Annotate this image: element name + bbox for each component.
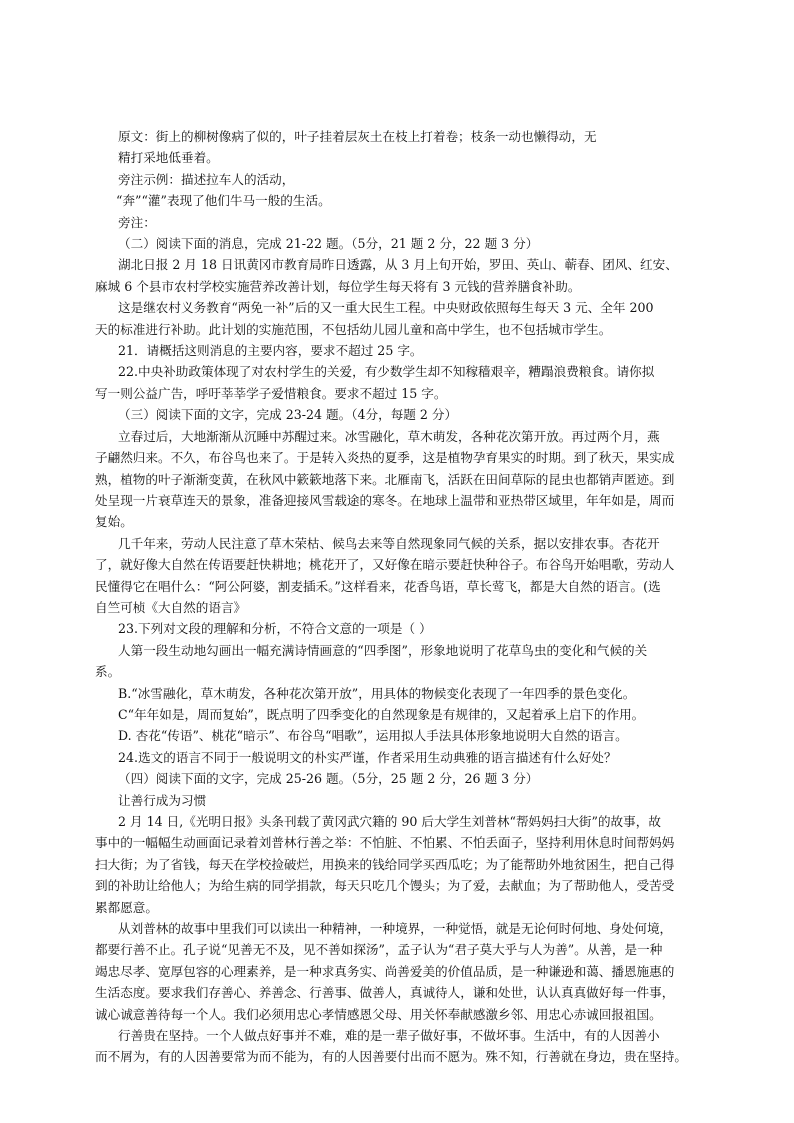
passage-4-paragraph-1-cont: 累都愿意。: [95, 899, 158, 915]
question-23-option-b: B.“冰雪融化，草木萌发，各种花次第开放”，用具体的物候变化表现了一年四季的景色变化。: [118, 685, 636, 701]
question-23-option-c: C“年年如是，周而复始”，既点明了四季变化的自然现象是有规律的，又起着承上启下的作用。: [118, 706, 645, 722]
annotation-answer-label: 旁注：: [118, 214, 156, 230]
question-23-option-d: D. 杏花“传语”、桃花“暗示”、布谷鸟“唱歌”，运用拟人手法具体形象地说明大自然的语言。: [118, 728, 628, 744]
news-paragraph-1: 湖北日报 2 月 18 日讯黄冈市教育局昨日透露，从 3 月上旬开始，罗田、英山、蕲春、团风、红安、: [118, 257, 678, 273]
section-3-heading: （三）阅读下面的文字，完成 23-24 题。（4分，每题 2 分）: [118, 407, 458, 423]
question-22: 22.中央补助政策体现了对农村学生的关爱，有少数学生却不知稼穑艰辛，糟蹋浪费粮食。请你拟: [118, 364, 655, 380]
question-21: 21．请概括这则消息的主要内容，要求不超过 25 字。: [118, 343, 423, 359]
news-paragraph-2-cont: 天的标准进行补助。此计划的实施范围，不包括幼儿园儿童和高中学生，也不包括城市学生。: [95, 321, 612, 337]
passage-3-paragraph-2-cont: 了，就好像大自然在传语要赶快耕地；桃花开了，又好像在暗示要赶快种谷子。布谷鸟开始唱歌，劳动人: [95, 557, 675, 573]
news-paragraph-2: 这是继农村义务教育“两免一补”后的又一重大民生工程。中央财政依照每生每天 3 元、全年 200: [118, 300, 654, 316]
passage-3-source: 自竺可桢《大自然的语言》: [95, 599, 247, 615]
section-2-heading: （二）阅读下面的消息，完成 21-22 题。（5分，21 题 2 分，22 题 3 分）: [118, 236, 539, 252]
passage-4-paragraph-1-cont: 到的补助让给他人；为给生病的同学捐款，每天只吃几个馒头；为了爱，去献血；为了帮助他人，受苦受: [95, 878, 675, 894]
annotation-original-text: 原文：街上的柳树像病了似的，叶子挂着层灰土在枝上打着卷；枝条一动也懒得动，无: [118, 129, 597, 144]
question-24: 24.选文的语言不同于一般说明文的朴实严谨，作者采用生动典雅的语言描述有什么好处？: [118, 749, 617, 765]
passage-3-paragraph-1-cont: 处呈现一片衰草连天的景象，准备迎接风雪载途的寒冬。在地球上温带和亚热带区域里，年年如是，周而: [95, 492, 675, 508]
passage-4-paragraph-2-cont: 诚心诚意善待每一个人。我们必须用忠心孝情感恩父母、用关怀奉献感激乡邻、用忠心赤诚回报祖国。: [95, 1006, 662, 1022]
news-paragraph-1-cont: 麻城 6 个县市农村学校实施营养改善计划，每位学生每天将有 3 元钱的营养膳食补助。: [95, 278, 581, 294]
section-4-heading: （四）阅读下面的文字，完成 25-26 题。（5分，25 题 2 分，26 题 3 分）: [118, 771, 539, 787]
passage-4-paragraph-2-cont: 生活态度。要求我们存善心、养善念、行善事、做善人，真诚待人，谦和处世，认认真真做好每一件事，: [95, 985, 675, 1001]
passage-3-paragraph-2: 几千年来，劳动人民注意了草木荣枯、候鸟去来等自然现象同气候的关系，据以安排农事。杏花开: [118, 535, 660, 551]
passage-3-paragraph-2-cont: 民懂得它在唱什么：“阿公阿婆，割麦插禾。”这样看来，花香鸟语，草长莺飞，都是大自然的语言。(选: [95, 578, 661, 594]
passage-4-paragraph-1-cont: 事中的一幅幅生动画面记录着刘普林行善之举：不怕脏、不怕累、不怕丢面子，坚持利用休息时间帮妈妈: [95, 835, 675, 851]
document-body: [95, 126, 706, 1068]
question-23: 23.下列对文段的理解和分析，不符合文意的一项是（ ）: [118, 621, 432, 637]
passage-3-paragraph-1-cont: 熟，植物的叶子渐渐变黄，在秋风中簌簌地落下来。北雁南飞，活跃在田间草际的昆虫也都销声匿迹。到: [95, 471, 675, 487]
passage-4-title: 让善行成为习惯: [118, 792, 207, 808]
passage-4-paragraph-2: 从刘普林的故事中里我们可以读出一种精神，一种境界，一种觉悟，就是无论何时何地、身处何境，: [118, 921, 673, 937]
question-23-option-a-cont: 系。: [95, 664, 121, 680]
passage-4-paragraph-2-cont: 竭忠尽孝、宽厚包容的心理素养，是一种求真务实、尚善爱美的价值品质，是一种谦逊和蔼、播恩施惠的: [95, 963, 675, 979]
question-22-cont: 写一则公益广告，呼吁莘莘学子爱惜粮食。要求不超过 15 字。: [95, 385, 447, 401]
passage-3-paragraph-1-cont: 子翩然归来。不久，布谷鸟也来了。于是转入炎热的夏季，这是植物孕育果实的时期。到了秋天，果实成: [95, 450, 675, 466]
passage-4-paragraph-3-cont: 而不屑为，有的人因善要常为而不能为，有的人因善要付出而不愿为。殊不知，行善就在身边，贵在坚持。: [95, 1049, 687, 1065]
passage-4-paragraph-1-cont: 扫大街；为了省钱，每天在学校捡破烂，用换来的钱给同学买西瓜吃；为了能帮助外地贫困生，把自己得: [95, 856, 675, 872]
passage-4-paragraph-1: 2 月 14 日,《光明日报》头条刊载了黄冈武穴籍的 90 后大学生刘普林“帮妈妈扫大街”的故事，故: [118, 814, 661, 829]
passage-4-paragraph-2-cont: 都要行善不止。孔子说“见善无不及，见不善如探汤”，孟子认为“君子莫大乎与人为善”。从善，是一种: [95, 942, 663, 958]
passage-3-paragraph-1: 立春过后，大地渐渐从沉睡中苏醒过来。冰雪融化，草木萌发，各种花次第开放。再过两个月，燕: [118, 428, 660, 444]
passage-3-paragraph-1-cont: 复始。: [95, 514, 133, 530]
annotation-example-text: “奔”“灌”表现了他们牛马一般的生活。: [116, 193, 331, 209]
annotation-original-text-cont: 精打采地低垂着。: [118, 150, 219, 166]
annotation-example-label: 旁注示例：描述拉车人的活动，: [118, 171, 295, 187]
passage-4-paragraph-3: 行善贵在坚持。一个人做点好事并不难，难的是一辈子做好事，不做坏事。生活中，有的人因善小: [118, 1028, 660, 1044]
question-23-option-a: 人第一段生动地勾画出一幅充满诗情画意的“四季图”，形象地说明了花草鸟虫的变化和气候的关: [118, 642, 648, 658]
